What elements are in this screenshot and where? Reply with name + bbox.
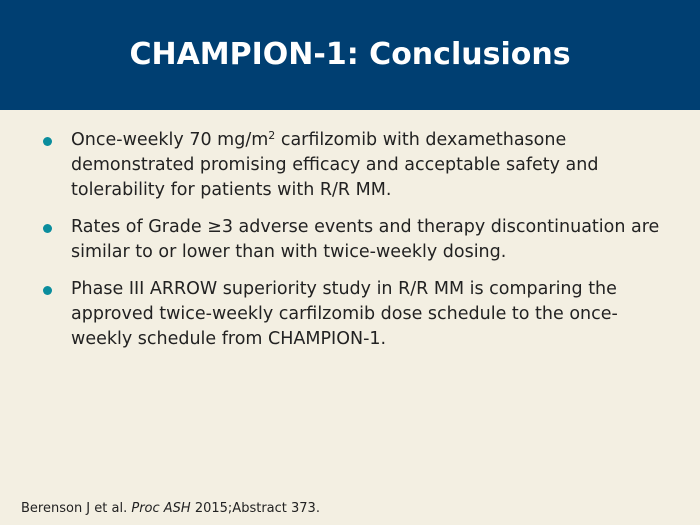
bullet-item bbox=[40, 277, 660, 352]
citation-authors: Berenson J et al. bbox=[21, 501, 132, 516]
bullet-text-part: Once-weekly 70 mg/m bbox=[71, 130, 269, 150]
bullet-text: Phase III ARROW superiority study in R/R MM is comparing the approved twice-weekly carfilzomib dose schedule to the once-weekly schedule from CHAMPION-1. bbox=[71, 279, 618, 349]
slide-title: CHAMPION-1: Conclusions bbox=[129, 37, 571, 72]
citation-journal: Proc ASH bbox=[131, 501, 191, 516]
superscript: 2 bbox=[268, 129, 276, 142]
citation-details: 2015;Abstract 373. bbox=[190, 501, 320, 516]
bullet-dot-icon bbox=[43, 137, 52, 146]
citation bbox=[21, 500, 320, 518]
bullet-list bbox=[40, 128, 660, 364]
bullet-dot-icon bbox=[43, 224, 52, 233]
bullet-item bbox=[40, 215, 660, 265]
title-bar bbox=[0, 0, 700, 110]
bullet-text: Rates of Grade ≥3 adverse events and therapy discontinuation are similar to or lower than with twice-weekly dosing. bbox=[71, 217, 660, 262]
bullet-item bbox=[40, 128, 660, 203]
bullet-dot-icon bbox=[43, 286, 52, 295]
bullet-text-part: carfilzomib with dexamethasone demonstrated promising efficacy and acceptable safety and tolerability for patients with R/R MM. bbox=[71, 130, 599, 200]
